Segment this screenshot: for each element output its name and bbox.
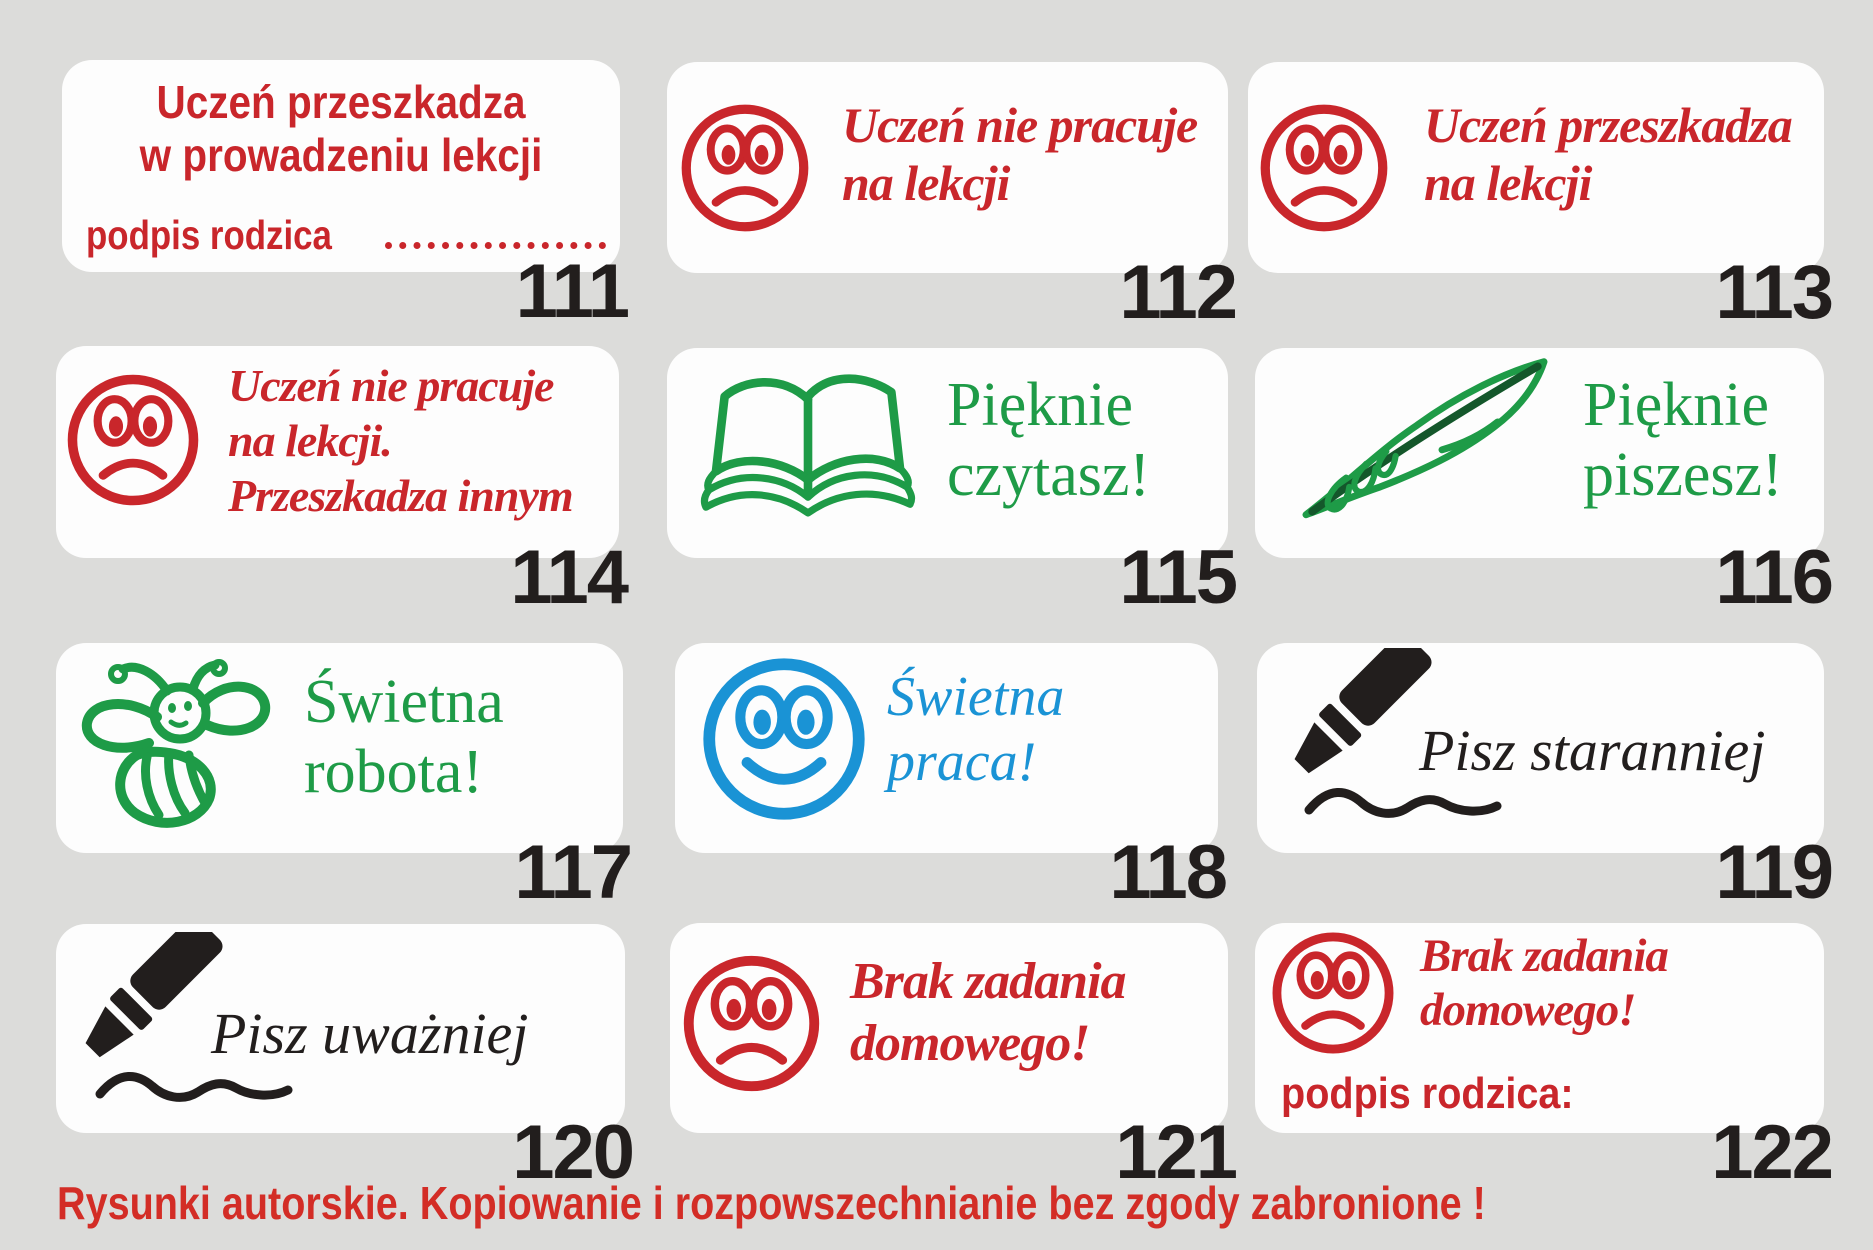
stamp-card-116 <box>1255 348 1832 620</box>
stamp-text-line: Przeszkadza innym <box>228 470 573 522</box>
stamp-number: 119 <box>1715 830 1832 915</box>
stamp-text-line: na lekcji <box>842 155 1010 211</box>
stamp-number: 111 <box>515 249 628 334</box>
signature-label: podpis rodzica <box>86 212 332 258</box>
stamp-text-line: Brak zadania <box>1420 930 1668 982</box>
feather-quill-icon <box>1280 354 1570 524</box>
footer-copyright-notice: Rysunki autorskie. Kopiowanie i rozpowszechnianie bez zgody zabronione ! <box>57 1177 1486 1229</box>
dotted-signature-line <box>385 242 606 249</box>
sad-face-icon <box>65 372 201 508</box>
stamp-card-119 <box>1257 643 1832 915</box>
stamp-text-line: Uczeń przeszkadza <box>1424 97 1792 153</box>
open-book-icon <box>693 360 923 548</box>
stamp-number: 120 <box>512 1110 633 1195</box>
stamp-card-120 <box>56 924 633 1195</box>
stamp-text-line: Pięknie <box>947 371 1133 439</box>
stamp-text-line: na lekcji. <box>228 415 392 467</box>
stamp-number: 121 <box>1115 1110 1236 1195</box>
sad-face-icon <box>681 953 822 1094</box>
stamp-text-line: czytasz! <box>947 441 1151 510</box>
stamp-number: 112 <box>1119 250 1236 335</box>
stamp-text-line: Pisz uważniej <box>211 1001 529 1066</box>
stamp-number: 122 <box>1711 1110 1832 1195</box>
stamp-number: 115 <box>1119 535 1236 620</box>
stamp-text-line: Pięknie <box>1583 371 1769 439</box>
stamp-card-114 <box>56 346 627 620</box>
stamp-text-line: Brak zadania <box>850 953 1126 1010</box>
stamp-card-118 <box>675 643 1226 915</box>
stamp-text-line: Pisz staranniej <box>1419 718 1766 783</box>
stamp-card-111 <box>62 60 628 334</box>
stamp-text-line: w prowadzeniu lekcji <box>139 129 543 182</box>
stamp-card-122 <box>1255 923 1832 1195</box>
stamp-text-line: Uczeń nie pracuje <box>228 360 554 411</box>
stamp-text-line: Świetna <box>304 668 504 736</box>
sad-face-icon <box>1270 930 1396 1056</box>
sad-face-icon <box>679 102 811 234</box>
stamp-text-line: piszesz! <box>1583 441 1783 510</box>
signature-label: podpis rodzica: <box>1281 1069 1574 1118</box>
stamp-text-line: praca! <box>887 730 1037 793</box>
stamp-text-line: domowego! <box>850 1015 1090 1073</box>
happy-face-icon <box>700 655 868 823</box>
stamp-number: 116 <box>1715 535 1832 620</box>
bee-icon <box>75 655 275 845</box>
stamp-text-line: Świetna <box>887 666 1065 728</box>
stamp-number: 113 <box>1715 250 1832 335</box>
stamp-number: 118 <box>1109 830 1226 915</box>
sad-face-icon <box>1258 102 1390 234</box>
stamp-card-121 <box>670 923 1236 1195</box>
stamp-number: 114 <box>510 535 627 620</box>
stamp-number: 117 <box>514 830 631 915</box>
stamp-card-112 <box>667 62 1236 335</box>
stamp-text-line: na lekcji <box>1424 155 1592 211</box>
stamp-card-117 <box>56 643 631 915</box>
stamp-text-line: domowego! <box>1420 984 1636 1037</box>
stamp-text-line: Uczeń nie pracuje <box>842 97 1198 153</box>
stamp-text-line: robota! <box>304 738 484 807</box>
stamp-card-115 <box>667 348 1236 620</box>
stamp-text-line: Uczeń przeszkadza <box>156 76 526 128</box>
stamp-card-113 <box>1248 62 1832 335</box>
